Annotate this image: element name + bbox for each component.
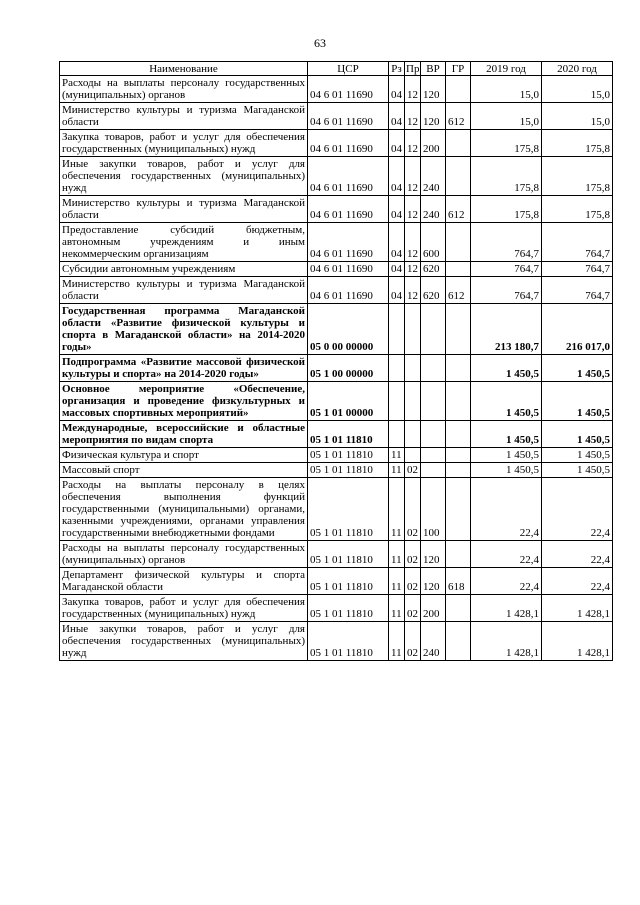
cell-vr: 100 <box>421 478 446 541</box>
cell-gr: 618 <box>446 568 471 595</box>
cell-pr: 02 <box>405 595 421 622</box>
cell-y2019: 22,4 <box>471 541 542 568</box>
cell-rz: 11 <box>389 478 405 541</box>
cell-csr: 05 1 00 00000 <box>308 355 389 382</box>
budget-table <box>59 61 613 661</box>
cell-pr <box>405 382 421 421</box>
col-header-gr: ГР <box>446 62 471 76</box>
table-row <box>60 223 613 262</box>
cell-y2020: 764,7 <box>542 262 613 277</box>
header-row <box>60 62 613 76</box>
cell-y2019: 22,4 <box>471 568 542 595</box>
col-header-vr: ВР <box>421 62 446 76</box>
cell-y2020: 1 450,5 <box>542 355 613 382</box>
table-row <box>60 448 613 463</box>
cell-gr: 612 <box>446 277 471 304</box>
cell-csr: 05 1 01 00000 <box>308 382 389 421</box>
cell-name: Министерство культуры и туризма Магаданской области <box>60 196 308 223</box>
cell-y2019: 1 450,5 <box>471 463 542 478</box>
cell-gr <box>446 595 471 622</box>
cell-vr <box>421 355 446 382</box>
cell-vr <box>421 304 446 355</box>
cell-csr: 05 1 01 11810 <box>308 568 389 595</box>
cell-name: Расходы на выплаты персоналу государственных (муниципальных) органов <box>60 541 308 568</box>
cell-vr: 600 <box>421 223 446 262</box>
cell-gr <box>446 157 471 196</box>
cell-rz <box>389 355 405 382</box>
cell-y2019: 15,0 <box>471 76 542 103</box>
cell-y2020: 22,4 <box>542 568 613 595</box>
cell-y2019: 1 450,5 <box>471 382 542 421</box>
cell-vr: 200 <box>421 130 446 157</box>
cell-csr: 04 6 01 11690 <box>308 223 389 262</box>
table-row <box>60 622 613 661</box>
cell-name: Закупка товаров, работ и услуг для обеспечения государственных (муниципальных) нужд <box>60 130 308 157</box>
cell-pr: 12 <box>405 277 421 304</box>
cell-gr <box>446 541 471 568</box>
table-body <box>60 76 613 661</box>
page-number: 63 <box>314 36 326 50</box>
cell-y2019: 175,8 <box>471 196 542 223</box>
cell-name: Основное мероприятие «Обеспечение, организация и проведение физкультурных и массовых спортивных мероприятий» <box>60 382 308 421</box>
cell-name: Иные закупки товаров, работ и услуг для обеспечения государственных (муниципальных) нужд <box>60 157 308 196</box>
cell-y2019: 764,7 <box>471 262 542 277</box>
cell-y2020: 22,4 <box>542 541 613 568</box>
cell-pr: 12 <box>405 196 421 223</box>
cell-y2019: 213 180,7 <box>471 304 542 355</box>
cell-vr: 120 <box>421 541 446 568</box>
cell-name: Иные закупки товаров, работ и услуг для обеспечения государственных (муниципальных) нужд <box>60 622 308 661</box>
cell-y2020: 1 450,5 <box>542 382 613 421</box>
cell-csr: 05 1 01 11810 <box>308 478 389 541</box>
cell-pr: 02 <box>405 463 421 478</box>
cell-name: Массовый спорт <box>60 463 308 478</box>
cell-gr <box>446 448 471 463</box>
cell-csr: 04 6 01 11690 <box>308 277 389 304</box>
cell-gr <box>446 76 471 103</box>
cell-name: Государственная программа Магаданской области «Развитие физической культуры и спорта в Магаданской области» на 2014-2020 годы» <box>60 304 308 355</box>
cell-name: Субсидии автономным учреждениям <box>60 262 308 277</box>
cell-csr: 05 1 01 11810 <box>308 595 389 622</box>
cell-csr: 05 1 01 11810 <box>308 421 389 448</box>
cell-gr <box>446 463 471 478</box>
cell-rz: 04 <box>389 76 405 103</box>
cell-pr: 12 <box>405 130 421 157</box>
cell-gr <box>446 262 471 277</box>
cell-y2020: 1 450,5 <box>542 448 613 463</box>
cell-y2019: 764,7 <box>471 223 542 262</box>
cell-vr: 240 <box>421 196 446 223</box>
cell-y2020: 15,0 <box>542 103 613 130</box>
cell-pr <box>405 304 421 355</box>
cell-gr <box>446 382 471 421</box>
cell-vr: 120 <box>421 103 446 130</box>
cell-rz: 04 <box>389 223 405 262</box>
cell-csr: 04 6 01 11690 <box>308 196 389 223</box>
cell-csr: 05 0 00 00000 <box>308 304 389 355</box>
table-row <box>60 568 613 595</box>
cell-y2020: 175,8 <box>542 157 613 196</box>
cell-gr: 612 <box>446 103 471 130</box>
cell-y2020: 764,7 <box>542 223 613 262</box>
col-header-pr: Пр <box>406 63 420 75</box>
col-header-2020: 2020 год <box>542 62 613 76</box>
cell-rz: 04 <box>389 103 405 130</box>
cell-gr <box>446 622 471 661</box>
cell-y2019: 175,8 <box>471 130 542 157</box>
cell-vr: 200 <box>421 595 446 622</box>
table-row <box>60 157 613 196</box>
cell-y2020: 1 428,1 <box>542 622 613 661</box>
table-row <box>60 541 613 568</box>
cell-y2020: 1 450,5 <box>542 463 613 478</box>
cell-y2020: 175,8 <box>542 196 613 223</box>
cell-pr: 02 <box>405 478 421 541</box>
cell-rz: 11 <box>389 622 405 661</box>
cell-name: Физическая культура и спорт <box>60 448 308 463</box>
cell-vr: 120 <box>421 76 446 103</box>
cell-pr: 12 <box>405 262 421 277</box>
cell-y2019: 1 450,5 <box>471 355 542 382</box>
cell-vr <box>421 448 446 463</box>
col-header-name: Наименование <box>60 62 308 76</box>
table-row <box>60 262 613 277</box>
table-row <box>60 382 613 421</box>
cell-pr: 02 <box>405 622 421 661</box>
cell-pr: 12 <box>405 103 421 130</box>
cell-name: Предоставление субсидий бюджетным, автономным учреждениям и иным некоммерческим организациям <box>60 223 308 262</box>
table-row <box>60 130 613 157</box>
cell-name: Расходы на выплаты персоналу в целях обеспечения выполнения функций государственными (муниципальными) органами, казенными учреждениями, органами управления государственными внебюджетными фондами <box>60 478 308 541</box>
cell-name: Министерство культуры и туризма Магаданской области <box>60 277 308 304</box>
cell-csr: 05 1 01 11810 <box>308 448 389 463</box>
cell-rz: 04 <box>389 196 405 223</box>
cell-rz: 11 <box>389 595 405 622</box>
cell-rz: 04 <box>389 262 405 277</box>
col-header-2019: 2019 год <box>471 62 542 76</box>
cell-y2020: 216 017,0 <box>542 304 613 355</box>
cell-gr <box>446 223 471 262</box>
cell-vr: 240 <box>421 157 446 196</box>
cell-csr: 04 6 01 11690 <box>308 262 389 277</box>
col-header-rz: Рз <box>389 62 405 76</box>
cell-y2020: 764,7 <box>542 277 613 304</box>
cell-y2019: 1 428,1 <box>471 622 542 661</box>
cell-name: Департамент физической культуры и спорта Магаданской области <box>60 568 308 595</box>
cell-pr <box>405 448 421 463</box>
cell-rz: 04 <box>389 277 405 304</box>
cell-rz <box>389 382 405 421</box>
cell-rz <box>389 304 405 355</box>
cell-y2019: 22,4 <box>471 478 542 541</box>
cell-rz: 04 <box>389 157 405 196</box>
table-row <box>60 277 613 304</box>
table-row <box>60 76 613 103</box>
cell-y2020: 1 428,1 <box>542 595 613 622</box>
cell-y2020: 22,4 <box>542 478 613 541</box>
cell-y2019: 1 428,1 <box>471 595 542 622</box>
cell-csr: 04 6 01 11690 <box>308 130 389 157</box>
table-row <box>60 196 613 223</box>
cell-gr <box>446 130 471 157</box>
cell-gr <box>446 478 471 541</box>
table-row <box>60 421 613 448</box>
table-row <box>60 478 613 541</box>
table-row <box>60 355 613 382</box>
cell-rz <box>389 421 405 448</box>
cell-csr: 05 1 01 11810 <box>308 622 389 661</box>
cell-csr: 05 1 01 11810 <box>308 463 389 478</box>
cell-name: Министерство культуры и туризма Магаданской области <box>60 103 308 130</box>
cell-rz: 11 <box>389 541 405 568</box>
cell-pr <box>405 355 421 382</box>
cell-y2019: 15,0 <box>471 103 542 130</box>
cell-gr: 612 <box>446 196 471 223</box>
cell-pr: 12 <box>405 223 421 262</box>
cell-y2020: 15,0 <box>542 76 613 103</box>
cell-pr <box>405 421 421 448</box>
cell-csr: 05 1 01 11810 <box>308 541 389 568</box>
cell-gr <box>446 304 471 355</box>
cell-y2019: 175,8 <box>471 157 542 196</box>
cell-y2019: 764,7 <box>471 277 542 304</box>
cell-rz: 11 <box>389 568 405 595</box>
cell-vr: 240 <box>421 622 446 661</box>
cell-vr: 620 <box>421 277 446 304</box>
cell-name: Подпрограмма «Развитие массовой физической культуры и спорта» на 2014-2020 годы» <box>60 355 308 382</box>
cell-y2019: 1 450,5 <box>471 421 542 448</box>
cell-pr: 12 <box>405 76 421 103</box>
cell-csr: 04 6 01 11690 <box>308 103 389 130</box>
table-row <box>60 595 613 622</box>
cell-vr: 620 <box>421 262 446 277</box>
table-row <box>60 463 613 478</box>
cell-y2020: 175,8 <box>542 130 613 157</box>
table-row <box>60 103 613 130</box>
cell-vr <box>421 421 446 448</box>
cell-pr: 02 <box>405 568 421 595</box>
cell-vr <box>421 463 446 478</box>
cell-name: Расходы на выплаты персоналу государственных (муниципальных) органов <box>60 76 308 103</box>
cell-csr: 04 6 01 11690 <box>308 76 389 103</box>
col-header-csr: ЦСР <box>308 62 389 76</box>
cell-rz: 11 <box>389 448 405 463</box>
cell-vr: 120 <box>421 568 446 595</box>
cell-rz: 11 <box>389 463 405 478</box>
cell-pr: 02 <box>405 541 421 568</box>
cell-pr: 12 <box>405 157 421 196</box>
cell-rz: 04 <box>389 130 405 157</box>
cell-name: Международные, всероссийские и областные мероприятия по видам спорта <box>60 421 308 448</box>
cell-gr <box>446 421 471 448</box>
cell-name: Закупка товаров, работ и услуг для обеспечения государственных (муниципальных) нужд <box>60 595 308 622</box>
cell-y2019: 1 450,5 <box>471 448 542 463</box>
table-row <box>60 304 613 355</box>
cell-vr <box>421 382 446 421</box>
cell-gr <box>446 355 471 382</box>
cell-y2020: 1 450,5 <box>542 421 613 448</box>
cell-csr: 04 6 01 11690 <box>308 157 389 196</box>
